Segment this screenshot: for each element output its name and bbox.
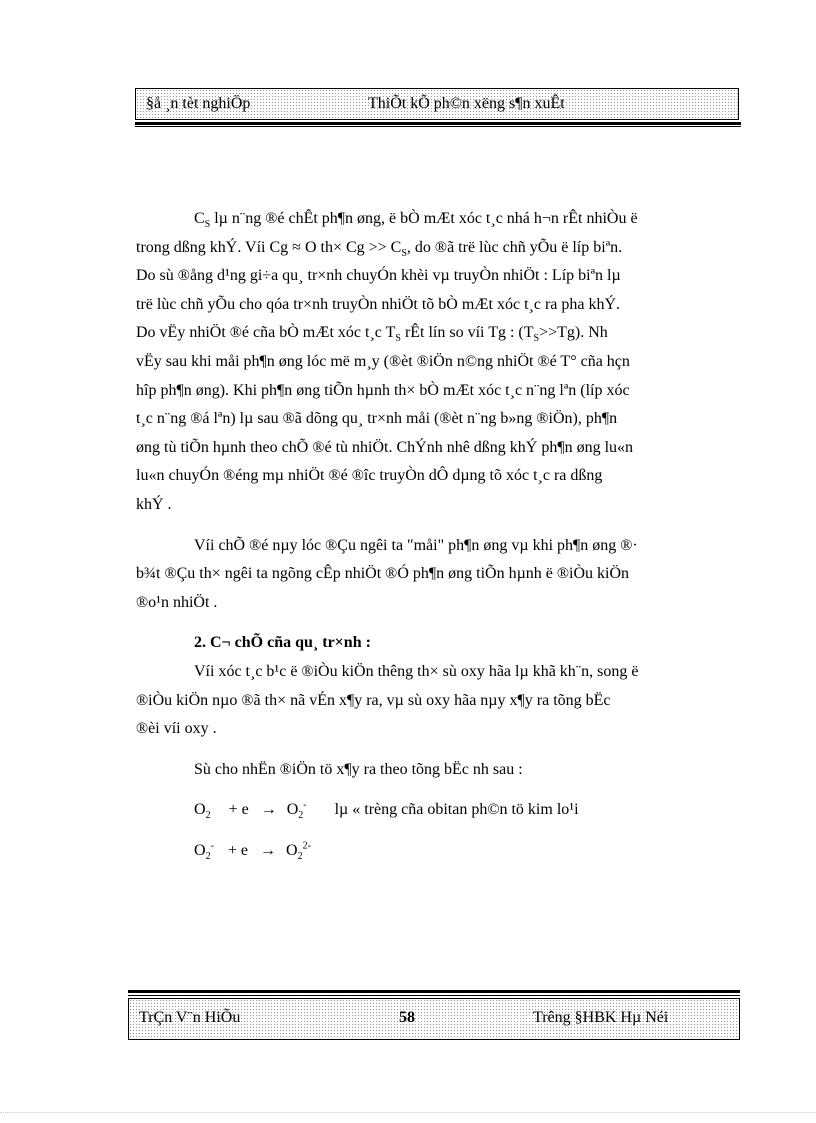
line: trong dßng khÝ. Víi Cg ≈ O $th\times Cg >> C_S$, do ®ã trë lùc chñ yÕu ë líp biªn. bbox=[136, 238, 623, 259]
line: Víi chÕ ®é nµy lóc ®Çu ngêi ta "måi" ph¶n øng vµ khi ph¶n øng ®· bbox=[194, 536, 638, 554]
page-header bbox=[135, 88, 739, 120]
line: Do vËy nhiÖt ®é cña bÒ mÆt xóc t¸c $T_S$ rÊt lín so víi Tg : $(T_S>>Tg)$. Nh bbox=[136, 324, 608, 345]
line: t¸c n¨ng ®á lªn) lµ sau ®ã dõng qu¸ tr×nh måi (®èt n¨ng b»ng ®iÖn), ph¶n bbox=[136, 410, 618, 428]
formula-term: $O_2^{2-}$ bbox=[286, 840, 311, 863]
line: ®iÒu kiÖn nµo ®ã th× nã vÉn x¶y ra, vµ sù oxy hãa nµy x¶y ra tõng bËc bbox=[136, 691, 611, 709]
footer-author: TrÇn V¨n HiÕu bbox=[139, 1009, 241, 1026]
paragraph-4 bbox=[136, 756, 740, 785]
paragraph-2 bbox=[136, 532, 740, 618]
formula-term: $O_2$ bbox=[194, 801, 211, 822]
line: lu«n chuyÓn ®éng mµ nhiÖt ®é ®îc truyÒn dÔ dµng tõ xóc t¸c ra dßng bbox=[136, 467, 603, 485]
paragraph-3 bbox=[136, 658, 740, 744]
footer-rule-thin bbox=[128, 995, 740, 996]
section-heading: 2. C¬ chÕ cña qu¸ tr×nh : bbox=[194, 634, 371, 652]
header-rule-thick bbox=[135, 122, 741, 125]
page-footer bbox=[128, 998, 740, 1040]
arrow-icon: → bbox=[260, 801, 277, 819]
line: trë lùc chñ yÕu cho qóa tr×nh truyÒn nhiÖt tõ bÒ mÆt xóc t¸c ra pha khÝ. bbox=[136, 295, 621, 313]
header-left-title: §å ¸n tèt nghiÖp bbox=[146, 95, 251, 112]
formula-term: $O_2^-$ bbox=[286, 799, 307, 822]
line: øng tù tiÕn hµnh theo chÕ ®é tù nhiÖt. ChÝnh nhê dßng khÝ ph¶n øng lu«n bbox=[136, 438, 634, 456]
line: Do sù ®ång d¹ng gi÷a qu¸ tr×nh chuyÓn khèi vµ truyÒn nhiÖt : Líp biªn lµ bbox=[136, 267, 621, 285]
formula-term: $O_2^-$ bbox=[194, 840, 214, 863]
line: Sù cho nhËn ®iÖn tö x¶y ra theo tõng bËc nh sau : bbox=[194, 760, 523, 778]
document-body bbox=[136, 205, 740, 865]
footer-rule-thick bbox=[128, 990, 740, 993]
line: Víi xóc t¸c b¹c ë ®iÒu kiÖn thêng th× sù oxy hãa lµ khã kh¨n, song ë bbox=[194, 662, 639, 680]
formula-1 bbox=[136, 796, 740, 825]
page-bottom-divider bbox=[0, 1112, 816, 1113]
line: ®èi víi oxy . bbox=[136, 720, 217, 738]
header-rule-thin bbox=[135, 126, 741, 127]
page-number: 58 bbox=[399, 1009, 415, 1026]
line: hîp ph¶n øng). Khi ph¶n øng tiÕn hµnh th× bÒ mÆt xóc t¸c n¨ng lªn (líp xóc bbox=[136, 381, 630, 399]
formula-term: + e bbox=[228, 801, 249, 819]
arrow-icon: → bbox=[260, 841, 277, 859]
paragraph-1 bbox=[136, 205, 740, 520]
formula-description: lµ « trèng cña obitan ph©n tö kim lo¹i bbox=[334, 801, 579, 819]
formula-term: + e bbox=[227, 841, 249, 859]
line: vËy sau khi måi ph¶n øng lóc më m¸y (®èt ®iÖn n©ng nhiÖt ®é T° cña hçn bbox=[136, 352, 630, 370]
formula-2 bbox=[136, 837, 740, 866]
line: $C_S$ lµ n¨ng ®é chÊt ph¶n øng, ë bÒ mÆt xóc t¸c nhá h¬n rÊt nhiÒu ë bbox=[194, 210, 638, 231]
line: b¾t ®Çu th× ngêi ta ngõng cÊp nhiÖt ®Ó ph¶n øng tiÕn hµnh ë ®iÒu kiÖn bbox=[136, 565, 630, 583]
line: ®o¹n nhiÖt . bbox=[136, 593, 218, 611]
footer-university: Trêng §HBK Hµ Néi bbox=[533, 1009, 669, 1026]
header-right-title: ThiÕt kÕ ph©n xëng s¶n xuÊt bbox=[368, 95, 565, 112]
line: khÝ . bbox=[136, 495, 172, 513]
